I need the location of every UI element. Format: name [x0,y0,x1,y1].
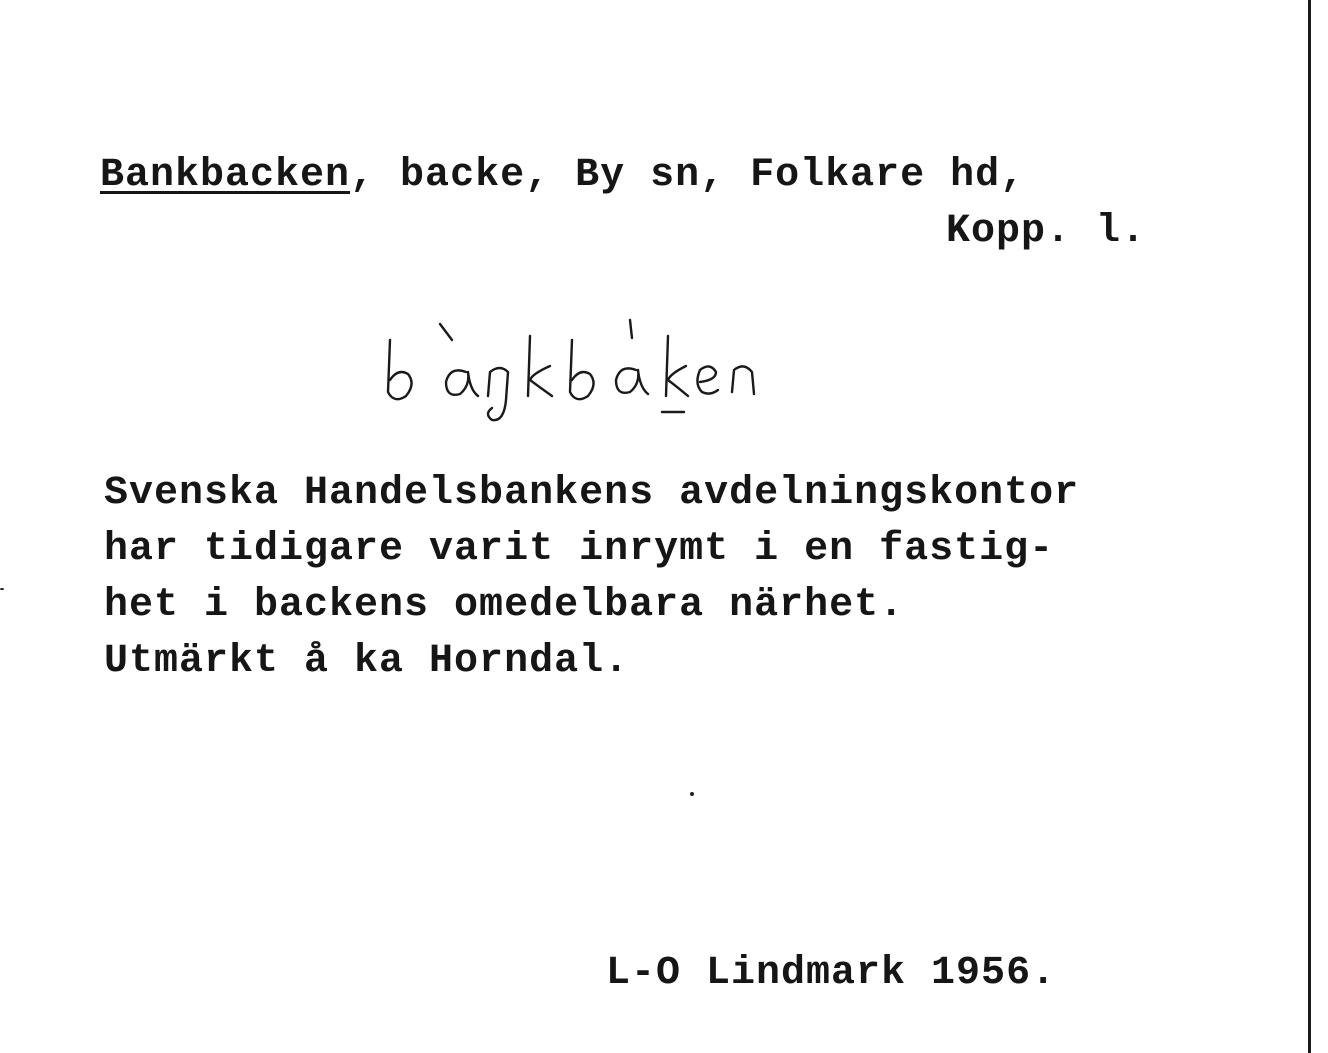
description-line-2: har tidigare varit inrymt i en fastig- [104,527,1055,572]
card-edge-line [1308,0,1311,1053]
headword: Bankbacken [100,153,351,198]
header-line-1 [100,148,1025,204]
description-line-4: Utmärkt å ka Horndal. [104,639,630,684]
handwritten-phonetic-transcription [380,300,800,440]
description-line-1: Svenska Handelsbankens avdelningskontor [104,471,1080,516]
description-line-3: het i backens omedelbara närhet. [104,583,905,628]
description-text [104,466,1079,690]
header-line-2: Kopp. l. [946,209,1147,254]
signature-line: L-O Lindmark 1956. [606,951,1057,996]
header-details: , backe, By sn, Folkare hd, [350,153,1026,198]
ink-speck [0,588,4,590]
ink-speck [690,792,694,796]
